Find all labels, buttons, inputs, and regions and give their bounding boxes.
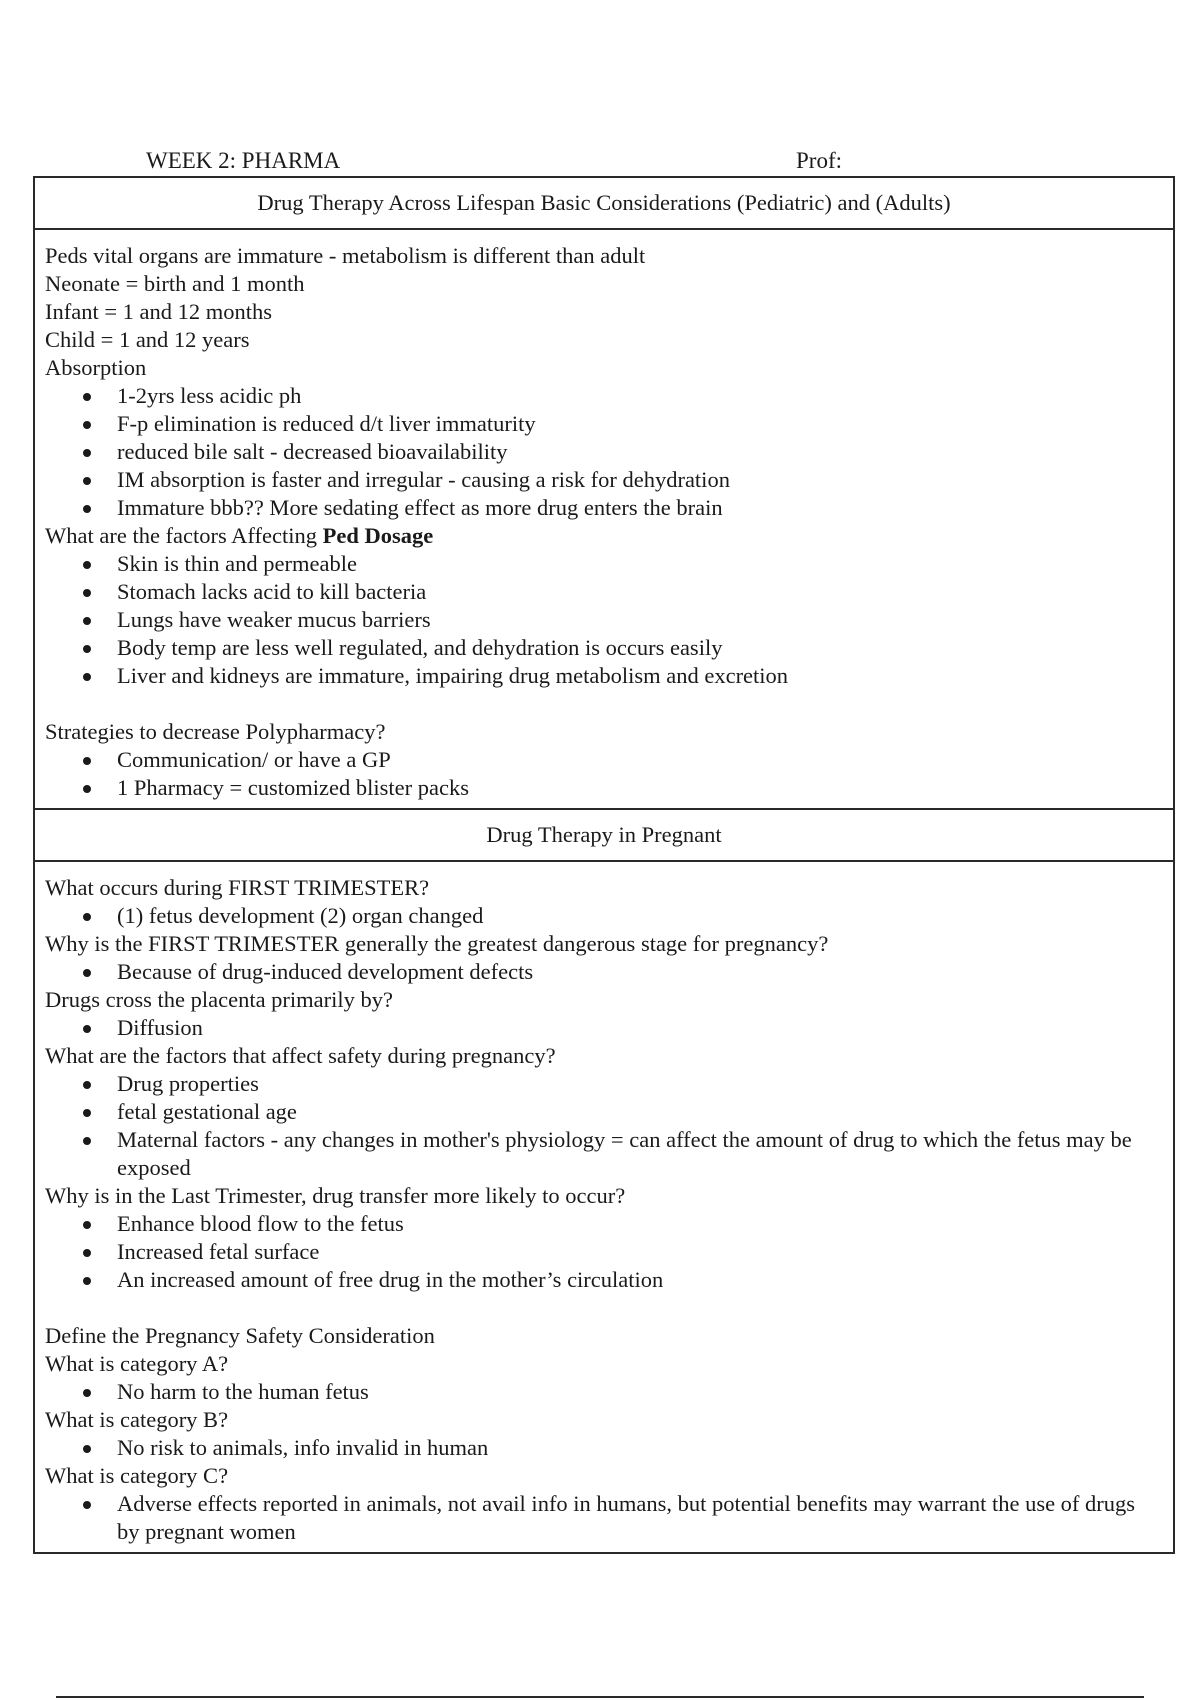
week-title: WEEK 2: PHARMA <box>146 148 341 173</box>
list-item: F-p elimination is reduced d/t liver immaturity <box>117 410 1163 438</box>
text-line: Peds vital organs are immature - metabolism is different than adult <box>45 243 646 268</box>
text-line: Infant = 1 and 12 months <box>45 299 273 324</box>
factors-question-text: What are the factors Affecting <box>45 523 323 548</box>
list-item: Communication/ or have a GP <box>117 746 1163 774</box>
question-line: What is category C? <box>45 1463 229 1488</box>
list-item: No harm to the human fetus <box>117 1378 1163 1406</box>
q2-list <box>45 958 1163 986</box>
text-line: Neonate = birth and 1 month <box>45 271 305 296</box>
list-item: Liver and kidneys are immature, impairing drug metabolism and excretion <box>117 662 1163 690</box>
spacer <box>45 1294 1163 1322</box>
list-item: (1) fetus development (2) organ changed <box>117 902 1163 930</box>
list-item: 1 Pharmacy = customized blister packs <box>117 774 1163 802</box>
list-item: Skin is thin and permeable <box>117 550 1163 578</box>
q3-list <box>45 1014 1163 1042</box>
question-line: Drugs cross the placenta primarily by? <box>45 987 394 1012</box>
list-item: An increased amount of free drug in the mother’s circulation <box>117 1266 1163 1294</box>
list-item: Stomach lacks acid to kill bacteria <box>117 578 1163 606</box>
polypharmacy-question: Strategies to decrease Polypharmacy? <box>45 719 386 744</box>
section-title-lifespan: Drug Therapy Across Lifespan Basic Considerations (Pediatric) and (Adults) <box>34 177 1174 229</box>
professor-label: Prof: <box>796 148 842 173</box>
list-item: Body temp are less well regulated, and dehydration is occurs easily <box>117 634 1163 662</box>
polypharmacy-list <box>45 746 1163 802</box>
list-item: Enhance blood flow to the fetus <box>117 1210 1163 1238</box>
question-line: What is category A? <box>45 1351 229 1376</box>
section-title-pregnant: Drug Therapy in Pregnant <box>34 809 1174 861</box>
list-item: Adverse effects reported in animals, not avail info in humans, but potential benefits may warrant the use of drugs by pregnant women <box>117 1490 1163 1546</box>
category-b-list <box>45 1434 1163 1462</box>
factors-list <box>45 550 1163 690</box>
list-item: No risk to animals, info invalid in human <box>117 1434 1163 1462</box>
list-item: reduced bile salt - decreased bioavailability <box>117 438 1163 466</box>
list-item: 1-2yrs less acidic ph <box>117 382 1163 410</box>
define-line: Define the Pregnancy Safety Consideration <box>45 1323 435 1348</box>
list-item: Increased fetal surface <box>117 1238 1163 1266</box>
list-item: Maternal factors - any changes in mother's physiology = can affect the amount of drug to which the fetus may be exposed <box>117 1126 1163 1182</box>
list-item: Lungs have weaker mucus barriers <box>117 606 1163 634</box>
absorption-list <box>45 382 1163 522</box>
question-line: Why is in the Last Trimester, drug transfer more likely to occur? <box>45 1183 626 1208</box>
text-line: Absorption <box>45 355 147 380</box>
question-line: Why is the FIRST TRIMESTER generally the greatest dangerous stage for pregnancy? <box>45 931 829 956</box>
question-line: What are the factors that affect safety during pregnancy? <box>45 1043 556 1068</box>
text-line: Child = 1 and 12 years <box>45 327 250 352</box>
factors-question-bold: Ped Dosage <box>322 523 434 548</box>
notes-table <box>33 176 1175 1554</box>
category-a-list <box>45 1378 1163 1406</box>
question-line: What is category B? <box>45 1407 229 1432</box>
q1-list <box>45 902 1163 930</box>
list-item: Because of drug-induced development defects <box>117 958 1163 986</box>
list-item: Immature bbb?? More sedating effect as more drug enters the brain <box>117 494 1163 522</box>
list-item: Drug properties <box>117 1070 1163 1098</box>
spacer <box>45 690 1163 718</box>
q4-list <box>45 1070 1163 1182</box>
list-item: IM absorption is faster and irregular - causing a risk for dehydration <box>117 466 1163 494</box>
footer-rule <box>56 1696 1144 1698</box>
list-item: Diffusion <box>117 1014 1163 1042</box>
q5-list <box>45 1210 1163 1294</box>
question-line: What occurs during FIRST TRIMESTER? <box>45 875 430 900</box>
list-item: fetal gestational age <box>117 1098 1163 1126</box>
section-body-lifespan <box>34 229 1174 809</box>
category-c-list <box>45 1490 1163 1546</box>
page-header <box>146 146 866 176</box>
section-body-pregnant <box>34 861 1174 1553</box>
factors-question <box>45 522 1163 550</box>
